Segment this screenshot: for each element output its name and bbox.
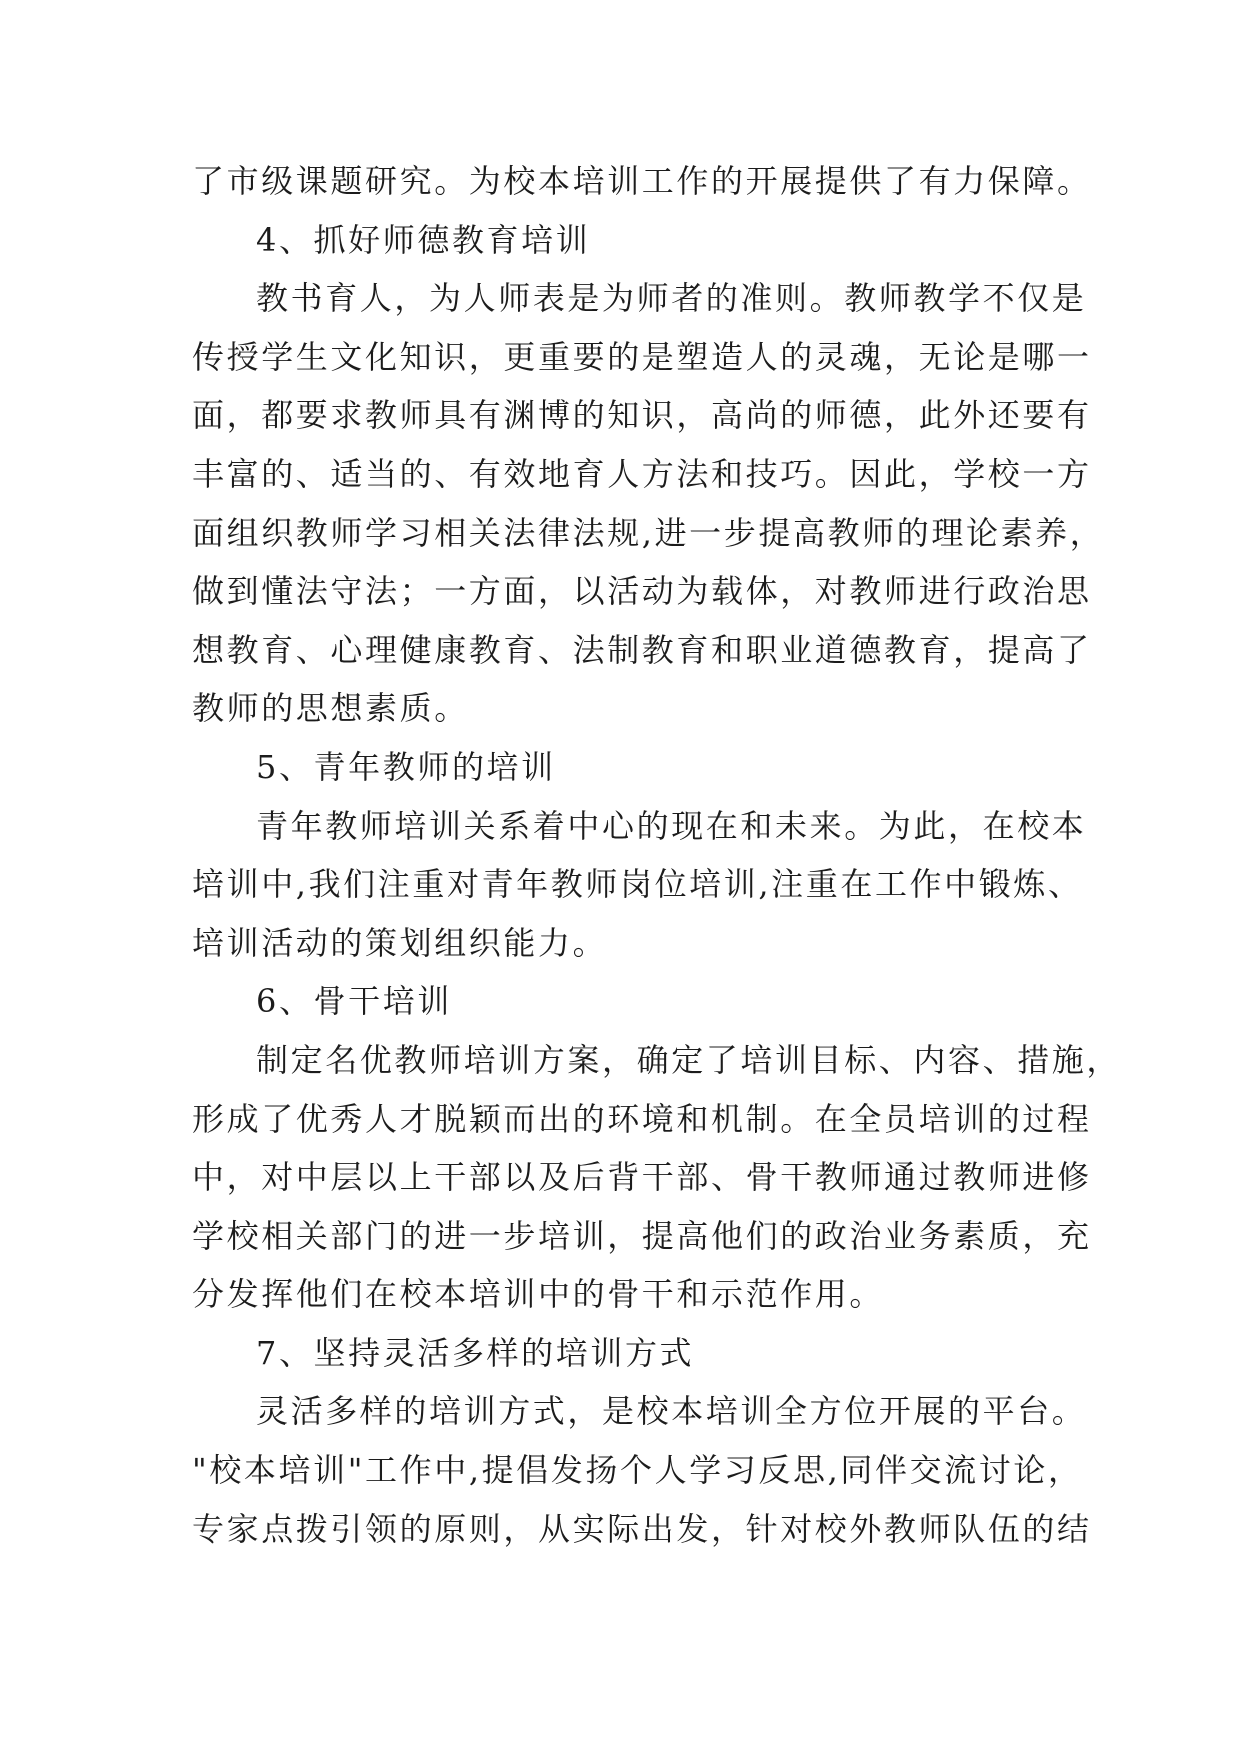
document-page [192,152,1122,1558]
paragraph-line: "校本培训"工作中,提倡发扬个人学习反思,同伴交流讨论， [192,1451,1083,1490]
paragraph-line: 分发挥他们在校本培训中的骨干和示范作用。 [192,1275,885,1314]
paragraph-line: 培训活动的策划组织能力。 [192,923,608,962]
paragraph-line: 想教育、心理健康教育、法制教育和职业道德教育，提高了 [192,630,1092,669]
paragraph-line: 形成了优秀人才脱颖而出的环境和机制。在全员培训的过程 [192,1099,1092,1138]
paragraph-line: 丰富的、适当的、有效地育人方法和技巧。因此，学校一方 [192,454,1092,493]
section-heading: 7、坚持灵活多样的培训方式 [256,1333,695,1372]
paragraph-line: 制定名优教师培训方案，确定了培训目标、内容、措施， [256,1040,1122,1079]
paragraph-line: 中，对中层以上干部以及后背干部、骨干教师通过教师进修 [192,1158,1092,1197]
paragraph-line: 青年教师培训关系着中心的现在和未来。为此，在校本 [256,806,1087,845]
section-heading: 4、抓好师德教育培训 [256,220,591,259]
paragraph-line: 了市级课题研究。为校本培训工作的开展提供了有力保障。 [192,162,1092,200]
paragraph-line: 做到懂法守法；一方面，以活动为载体，对教师进行政治思 [192,572,1092,611]
paragraph-line: 学校相关部门的进一步培训，提高他们的政治业务素质，充 [192,1216,1092,1255]
section-heading: 5、青年教师的培训 [256,747,556,786]
paragraph-line: 培训中,我们注重对青年教师岗位培训,注重在工作中锻炼、 [192,865,1083,904]
paragraph-line: 教书育人，为人师表是为师者的准则。教师教学不仅是 [256,279,1087,318]
paragraph-line: 灵活多样的培训方式，是校本培训全方位开展的平台。 [256,1392,1087,1431]
paragraph-line: 传授学生文化知识，更重要的是塑造人的灵魂，无论是哪一 [192,337,1092,376]
paragraph-line: 面组织教师学习相关法律法规,进一步提高教师的理论素养， [192,513,1105,552]
paragraph-line: 面，都要求教师具有渊博的知识，高尚的师德，此外还要有 [192,396,1092,435]
section-heading: 6、骨干培训 [256,982,452,1021]
paragraph-line: 教师的思想素质。 [192,689,469,728]
paragraph-line: 专家点拨引领的原则，从实际出发，针对校外教师队伍的结 [192,1509,1092,1548]
